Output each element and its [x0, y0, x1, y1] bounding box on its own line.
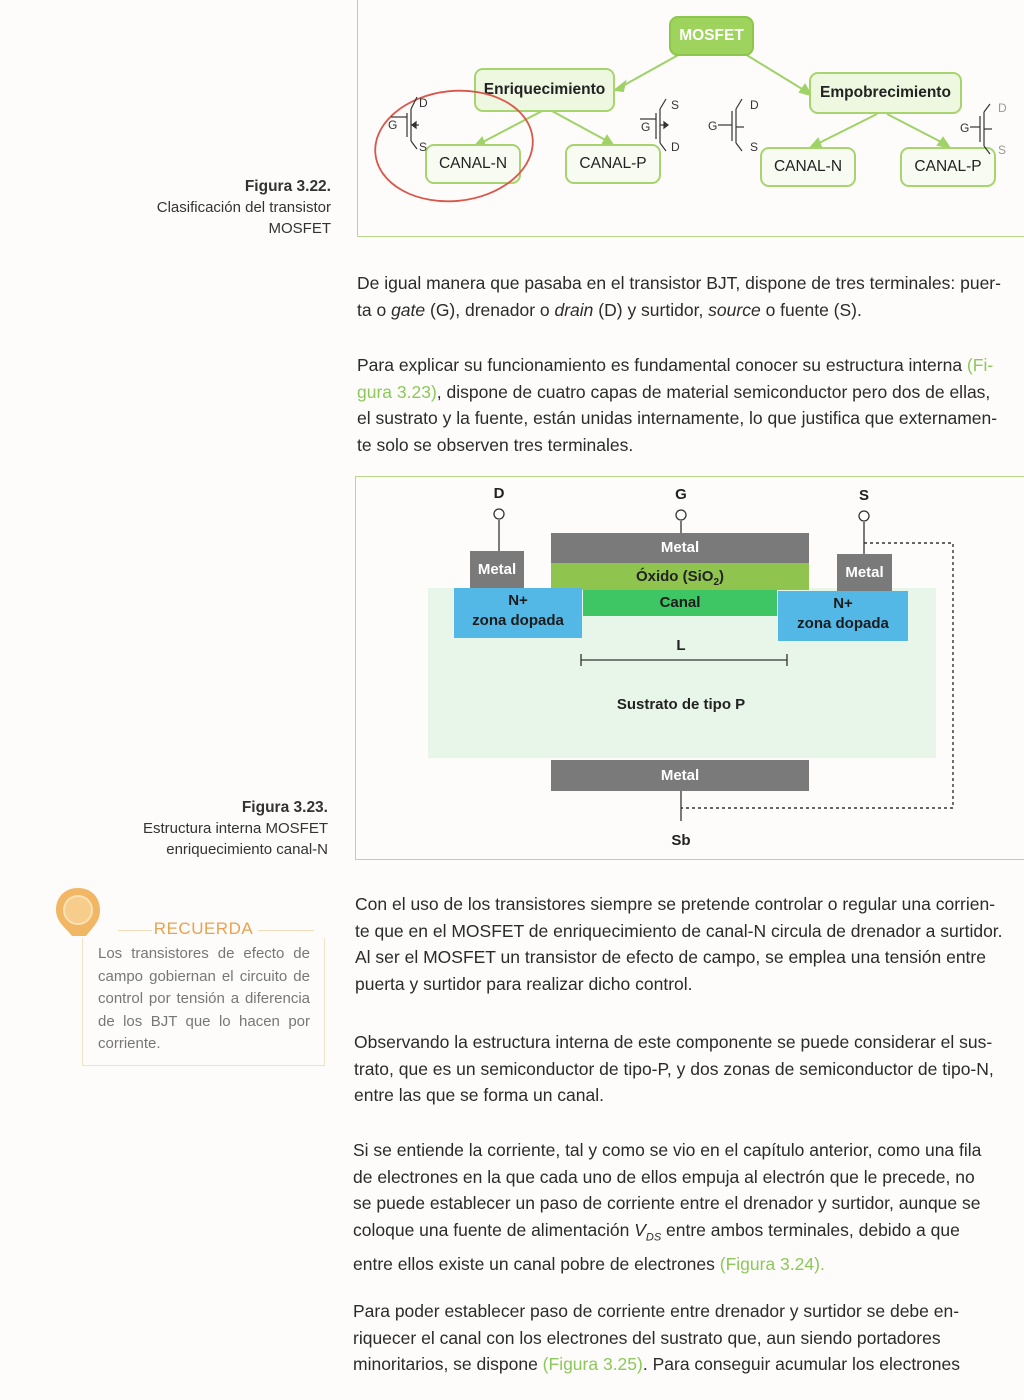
text-line: te que en el MOSFET de enriquecimiento de canal-N circula de drenador a surtidor.	[355, 920, 1003, 941]
text-line: trato, que es un semiconductor de tipo-P, y dos zonas de semiconductor de tipo-N,	[354, 1058, 994, 1079]
symbol-label: D	[671, 140, 680, 154]
symbol-label: G	[388, 118, 398, 132]
text-line: se puede establecer un paso de corriente entre el drenador y surtidor, aunque se	[353, 1193, 981, 1213]
text-line	[357, 297, 1024, 324]
leaf-label: CANAL-N	[773, 158, 843, 175]
mosfet-root-label: MOSFET	[679, 27, 744, 44]
text-line: de electrones en la que cada uno de ellos empuja al electrón que le precede, no	[353, 1166, 975, 1187]
symbol-label: S	[750, 140, 759, 154]
figure-reference-link[interactable]: (Figura 3.24)	[719, 1253, 820, 1274]
channel-layer: Canal	[583, 590, 777, 616]
mosfet-root-node	[669, 16, 754, 56]
symbol-label: S	[419, 140, 428, 154]
nmos-depletion-symbol	[706, 95, 761, 157]
text-run: ta o	[357, 299, 392, 320]
text-line: Si se entiende la corriente, tal y como se vio en el capítulo anterior, como una fila	[353, 1140, 982, 1160]
symbol-label: G	[960, 121, 970, 135]
figure-reference-link[interactable]: (Fi-	[966, 355, 994, 375]
leaf-label: CANAL-N	[438, 155, 508, 172]
recuerda-text: Los transistores de efecto de campo gobiernan el circuito de control por tensión a diferencia de los BJT que lo hacen por corriente.	[98, 945, 310, 1052]
text-line	[357, 379, 1024, 406]
n-plus-label: N+	[833, 595, 853, 612]
source-terminal-label: S	[858, 487, 869, 504]
text-line: riquecer el canal con los electrones del sustrato que, aun siendo portadores	[353, 1327, 941, 1348]
text-run-italic: gate	[391, 299, 426, 320]
nmos-enrichment-symbol	[385, 95, 435, 155]
source-metal: Metal	[837, 554, 892, 592]
paragraph-terminals	[357, 270, 1024, 323]
text-line: entre las que se forma un canal.	[354, 1085, 605, 1105]
text-run: minoritarios, se dispone	[353, 1354, 543, 1374]
text-line: Con el uso de los transistores siempre se pretende controlar o regular una corrien-	[355, 894, 996, 914]
caption-line: enriquecimiento canal-N	[166, 841, 328, 858]
body-terminal-label: Sb	[671, 832, 691, 849]
text-line: Al ser el MOSFET un transistor de efecto de campo, se emplea una tensión entre	[355, 947, 986, 967]
paragraph-control	[355, 891, 1024, 997]
text-line: puerta y surtidor para realizar dicho control.	[355, 973, 693, 994]
pmos-enrichment-symbol	[638, 95, 688, 157]
figure-reference-link[interactable]: (Figura 3.25)	[542, 1354, 643, 1374]
text-run: coloque una fuente de alimentación	[353, 1219, 635, 1240]
depletion-canal-n-node	[760, 147, 856, 187]
n-plus-label: N+	[508, 592, 528, 609]
text-run: Para explicar su funcionamiento es fundamental conocer su estructura interna	[357, 355, 967, 375]
text-run-italic: source	[708, 299, 761, 320]
text-run: o fuente (S).	[760, 299, 862, 320]
caption-line: Estructura interna MOSFET	[142, 820, 328, 837]
gate-terminal-label: G	[675, 486, 687, 503]
text-line: te solo se observen tres terminales.	[357, 434, 634, 455]
text-run: .	[819, 1253, 825, 1274]
caption-line: Clasificación del transistor	[156, 199, 331, 216]
text-run: . Para conseguir acumular los electrones	[642, 1354, 960, 1374]
paragraph-enrich-channel	[353, 1298, 1024, 1378]
text-run: , dispone de cuatro capas de material semiconductor pero dos de ellas,	[436, 381, 991, 402]
substrate-label: Sustrato de tipo P	[616, 696, 746, 713]
depletion-label: Empobrecimiento	[820, 84, 951, 101]
text-line	[353, 1351, 1024, 1378]
symbol-label: S	[671, 98, 680, 112]
oxide-label: Óxido (SiO	[635, 568, 714, 585]
doped-zone-label: zona dopada	[472, 612, 564, 629]
depletion-node	[809, 72, 962, 114]
drain-terminal-label: D	[493, 485, 505, 502]
text-line: Para poder establecer paso de corriente entre drenador y surtidor se debe en-	[353, 1301, 960, 1321]
text-line: el sustrato y la fuente, están unidas internamente, lo que justifica que externamen-	[357, 408, 998, 428]
doped-zone-label: zona dopada	[797, 615, 889, 632]
pmos-depletion-symbol	[958, 100, 1018, 160]
enrichment-label: Enriquecimiento	[483, 81, 606, 98]
recuerda-title: RECUERDA	[153, 919, 254, 938]
figure-reference-link[interactable]: gura 3.23)	[357, 381, 437, 402]
paragraph-electron-flow	[353, 1137, 1024, 1277]
text-run: (D) y surtidor,	[593, 299, 709, 320]
leaf-label: CANAL-P	[579, 155, 647, 172]
text-line	[353, 1251, 1024, 1278]
text-line: De igual manera que pasaba en el transistor BJT, dispone de tres terminales: puer-	[357, 273, 1001, 293]
gate-metal: Metal	[551, 533, 809, 563]
oxide-label-end: )	[719, 568, 725, 585]
leaf-label: CANAL-P	[914, 158, 982, 175]
text-run: (G), drenador o	[425, 299, 555, 320]
symbol-label: D	[998, 101, 1007, 115]
channel-length-label: L	[676, 637, 686, 654]
symbol-label: G	[708, 119, 718, 133]
caption-line: MOSFET	[268, 220, 331, 237]
text-run: entre ellos existe un canal pobre de electrones	[353, 1253, 720, 1274]
text-line: Observando la estructura interna de este componente se puede considerar el sus-	[354, 1032, 993, 1052]
drain-metal: Metal	[470, 551, 524, 589]
text-run: entre ambos terminales, debido a que	[661, 1219, 960, 1240]
vds-subscript: DS	[645, 1231, 662, 1243]
text-line	[353, 1217, 1024, 1251]
paragraph-structure	[357, 352, 1024, 458]
symbol-label: S	[998, 143, 1007, 157]
structure-wiring	[355, 476, 1024, 858]
symbol-label: D	[419, 96, 428, 110]
figure-3-22-caption	[120, 176, 331, 239]
paragraph-internal-structure	[354, 1029, 1024, 1109]
text-line	[357, 352, 1024, 379]
text-run-italic: drain	[554, 299, 594, 320]
vds-symbol: V	[634, 1219, 646, 1240]
body-metal: Metal	[551, 760, 809, 791]
symbol-label: G	[641, 120, 651, 134]
symbol-label: D	[750, 98, 759, 112]
caption-title: Figura 3.23.	[241, 799, 328, 816]
oxide-subscript: 2	[713, 577, 720, 588]
caption-title: Figura 3.22.	[244, 178, 331, 195]
figure-3-23-caption	[110, 797, 328, 860]
